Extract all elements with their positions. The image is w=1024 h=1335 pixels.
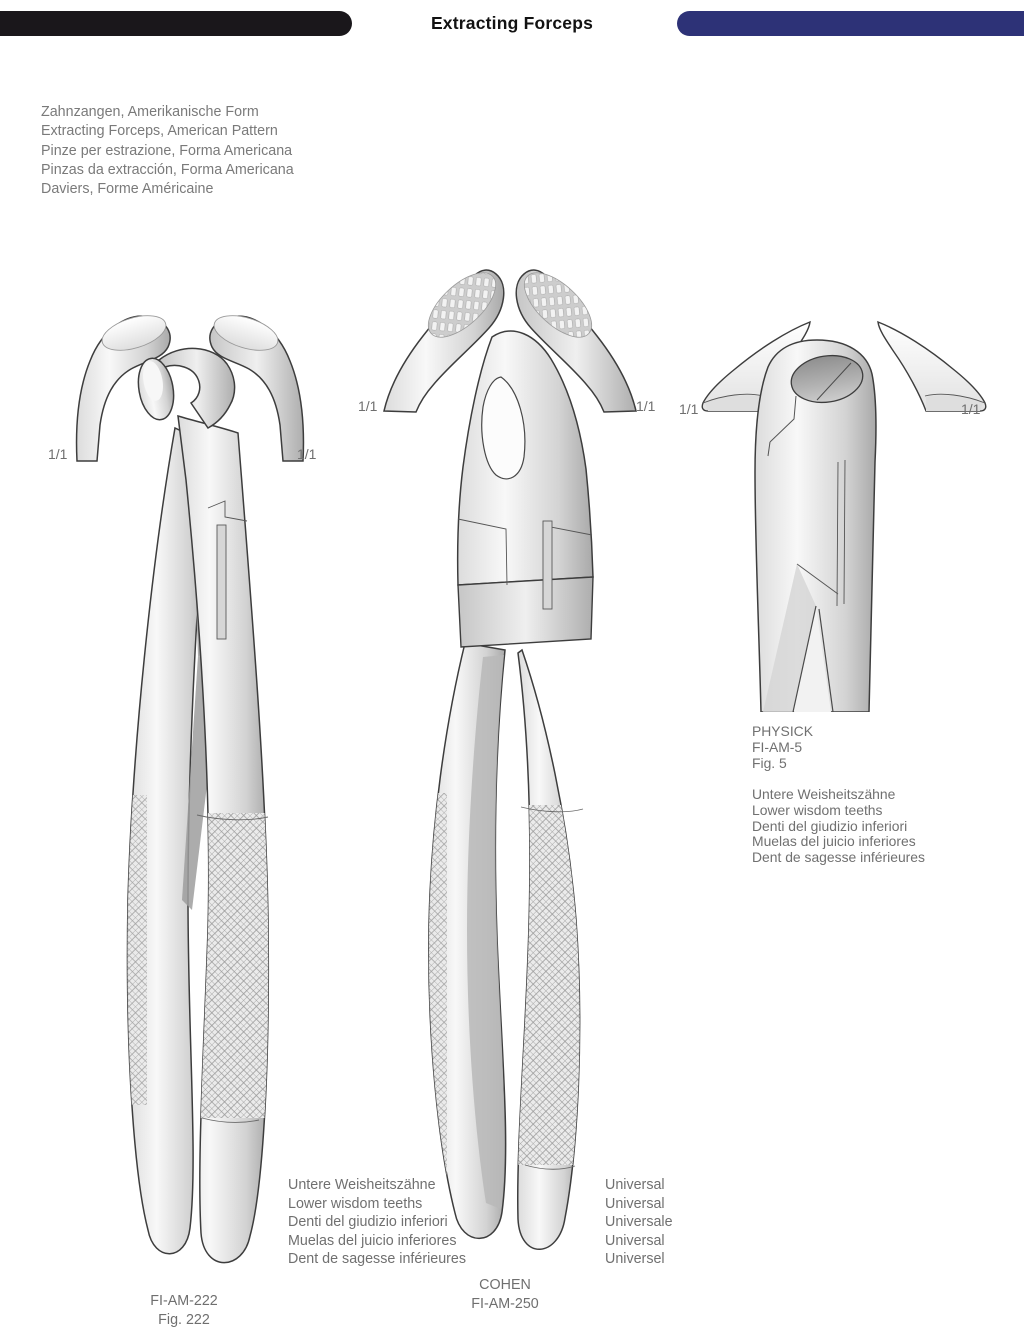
scale-label-250-left: 1/1 — [358, 398, 378, 414]
desc-line-en: Lower wisdom teeths — [752, 801, 883, 818]
product-label-fi-am-5 — [752, 724, 813, 771]
scale-label-222-right: 1/1 — [297, 446, 317, 462]
product-name: PHYSICK — [752, 723, 813, 739]
product-desc-fi-am-5 — [752, 787, 925, 866]
desc-line-es: Muelas del juicio inferiores — [752, 833, 916, 850]
scale-label-5-left: 1/1 — [679, 401, 699, 417]
intro-line-en: Extracting Forceps, American Pattern — [41, 123, 278, 140]
page-title: Extracting Forceps — [430, 13, 594, 33]
product-desc-fi-am-222 — [288, 1176, 466, 1269]
desc-line-es: Universal — [605, 1232, 665, 1249]
forceps-fi-am-5-illustration — [675, 300, 1005, 712]
desc-line-it: Denti del giudizio inferiori — [288, 1214, 448, 1231]
product-name: COHEN — [479, 1277, 531, 1293]
product-fig: Fig. 5 — [752, 754, 787, 771]
product-code: FI-AM-5 — [752, 738, 803, 755]
desc-line-en: Universal — [605, 1195, 665, 1212]
product-code: FI-AM-222 — [150, 1293, 218, 1309]
desc-line-en: Lower wisdom teeths — [288, 1195, 423, 1212]
desc-line-de: Untere Weisheitszähne — [288, 1177, 436, 1193]
product-fig: Fig. 222 — [158, 1311, 210, 1328]
forceps-fi-am-250-illustration — [355, 265, 665, 1275]
scale-label-5-right: 1/1 — [961, 401, 981, 417]
intro-line-de: Zahnzangen, Amerikanische Form — [41, 104, 259, 120]
desc-line-de: Untere Weisheitszähne — [752, 786, 896, 802]
fi-am-5-body — [755, 340, 876, 712]
fi-am-222-body — [120, 348, 282, 1262]
desc-line-it: Universale — [605, 1214, 673, 1231]
product-code: FI-AM-250 — [471, 1295, 539, 1312]
desc-line-it: Denti del giudizio inferiori — [752, 817, 908, 834]
intro-line-es: Pinzas da extracción, Forma Americana — [41, 161, 294, 178]
product-desc-fi-am-250 — [605, 1176, 673, 1269]
desc-line-fr: Dent de sagesse inférieures — [752, 849, 925, 866]
intro-line-fr: Daviers, Forme Américaine — [41, 181, 214, 198]
header-right-bar — [677, 11, 1024, 36]
fi-am-5-tip-detail-right — [878, 322, 986, 411]
desc-line-fr: Universel — [605, 1251, 665, 1268]
product-label-fi-am-250 — [440, 1276, 570, 1313]
desc-line-de: Universal — [605, 1177, 665, 1193]
intro-line-it: Pinze per estrazione, Forma Americana — [41, 142, 293, 159]
desc-line-es: Muelas del juicio inferiores — [288, 1232, 457, 1249]
scale-label-222-left: 1/1 — [48, 446, 68, 462]
desc-line-fr: Dent de sagesse inférieures — [288, 1251, 467, 1268]
forceps-fi-am-222-illustration — [40, 300, 340, 1275]
fi-am-250-body — [419, 331, 601, 1249]
product-label-fi-am-222 — [119, 1292, 249, 1329]
intro-text — [41, 103, 294, 199]
scale-label-250-right: 1/1 — [636, 398, 656, 414]
